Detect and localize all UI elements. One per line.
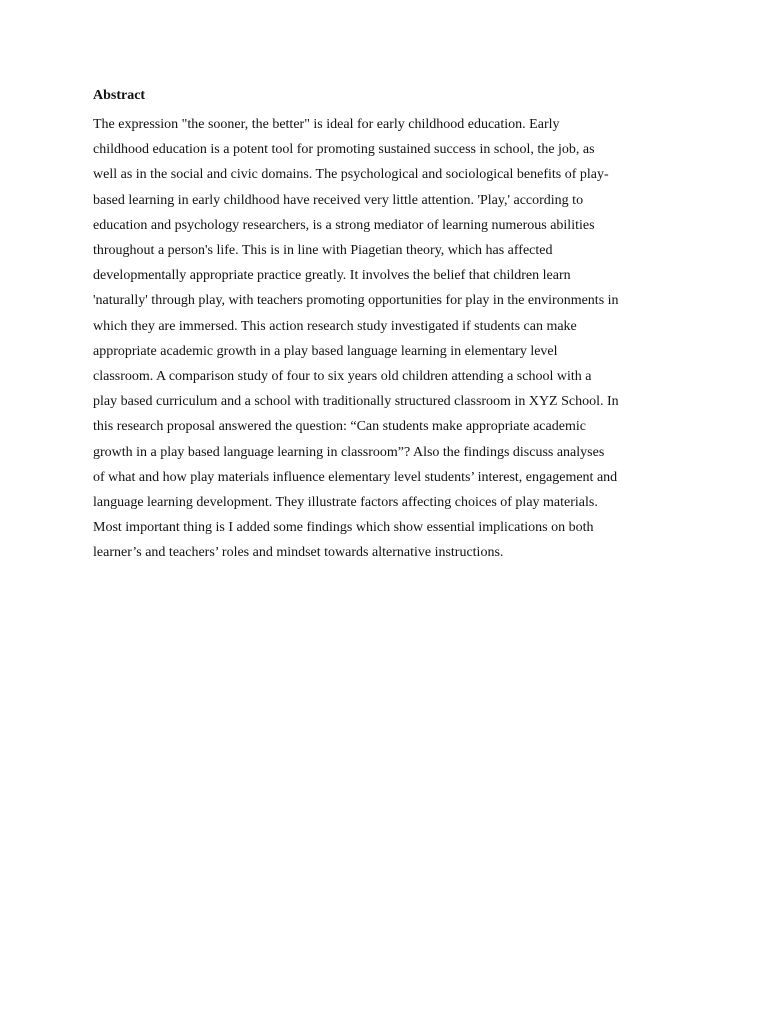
abstract-line: developmentally appropriate practice greatly. It involves the belief that children learn: [93, 268, 571, 284]
abstract-line: this research proposal answered the question: “Can students make appropriate academic: [93, 419, 586, 435]
abstract-line: childhood education is a potent tool for promoting sustained success in school, the job, as: [93, 142, 595, 158]
abstract-line: The expression "the sooner, the better" is ideal for early childhood education. Early: [93, 117, 560, 132]
abstract-line: well as in the social and civic domains. The psychological and sociological benefits of play-: [93, 167, 609, 183]
abstract-line: which they are immersed. This action research study investigated if students can make: [93, 318, 577, 334]
abstract-line: Most important thing is I added some findings which show essential implications on both: [93, 520, 594, 536]
abstract-line: throughout a person's life. This is in line with Piagetian theory, which has affected: [93, 243, 553, 259]
abstract-paragraph: [93, 112, 683, 566]
abstract-line: classroom. A comparison study of four to six years old children attending a school with a: [93, 369, 592, 385]
abstract-line: appropriate academic growth in a play based language learning in elementary level: [93, 343, 558, 359]
abstract-line: based learning in early childhood have received very little attention. 'Play,' according to: [93, 192, 584, 208]
abstract-line: 'naturally' through play, with teachers promoting opportunities for play in the environments in: [93, 293, 619, 309]
abstract-line: growth in a play based language learning in classroom”? Also the findings discuss analyses: [93, 444, 605, 460]
abstract-line: education and psychology researchers, is a strong mediator of learning numerous abilities: [93, 217, 595, 233]
abstract-line: play based curriculum and a school with traditionally structured classroom in XYZ School. In: [93, 394, 619, 410]
abstract-line: of what and how play materials influence elementary level students’ interest, engagement and: [93, 469, 618, 485]
abstract-line: learner’s and teachers’ roles and mindset towards alternative instructions.: [93, 545, 504, 561]
abstract-heading: Abstract: [93, 88, 146, 103]
document-content: [93, 86, 683, 566]
abstract-line: language learning development. They illustrate factors affecting choices of play materials.: [93, 495, 598, 511]
